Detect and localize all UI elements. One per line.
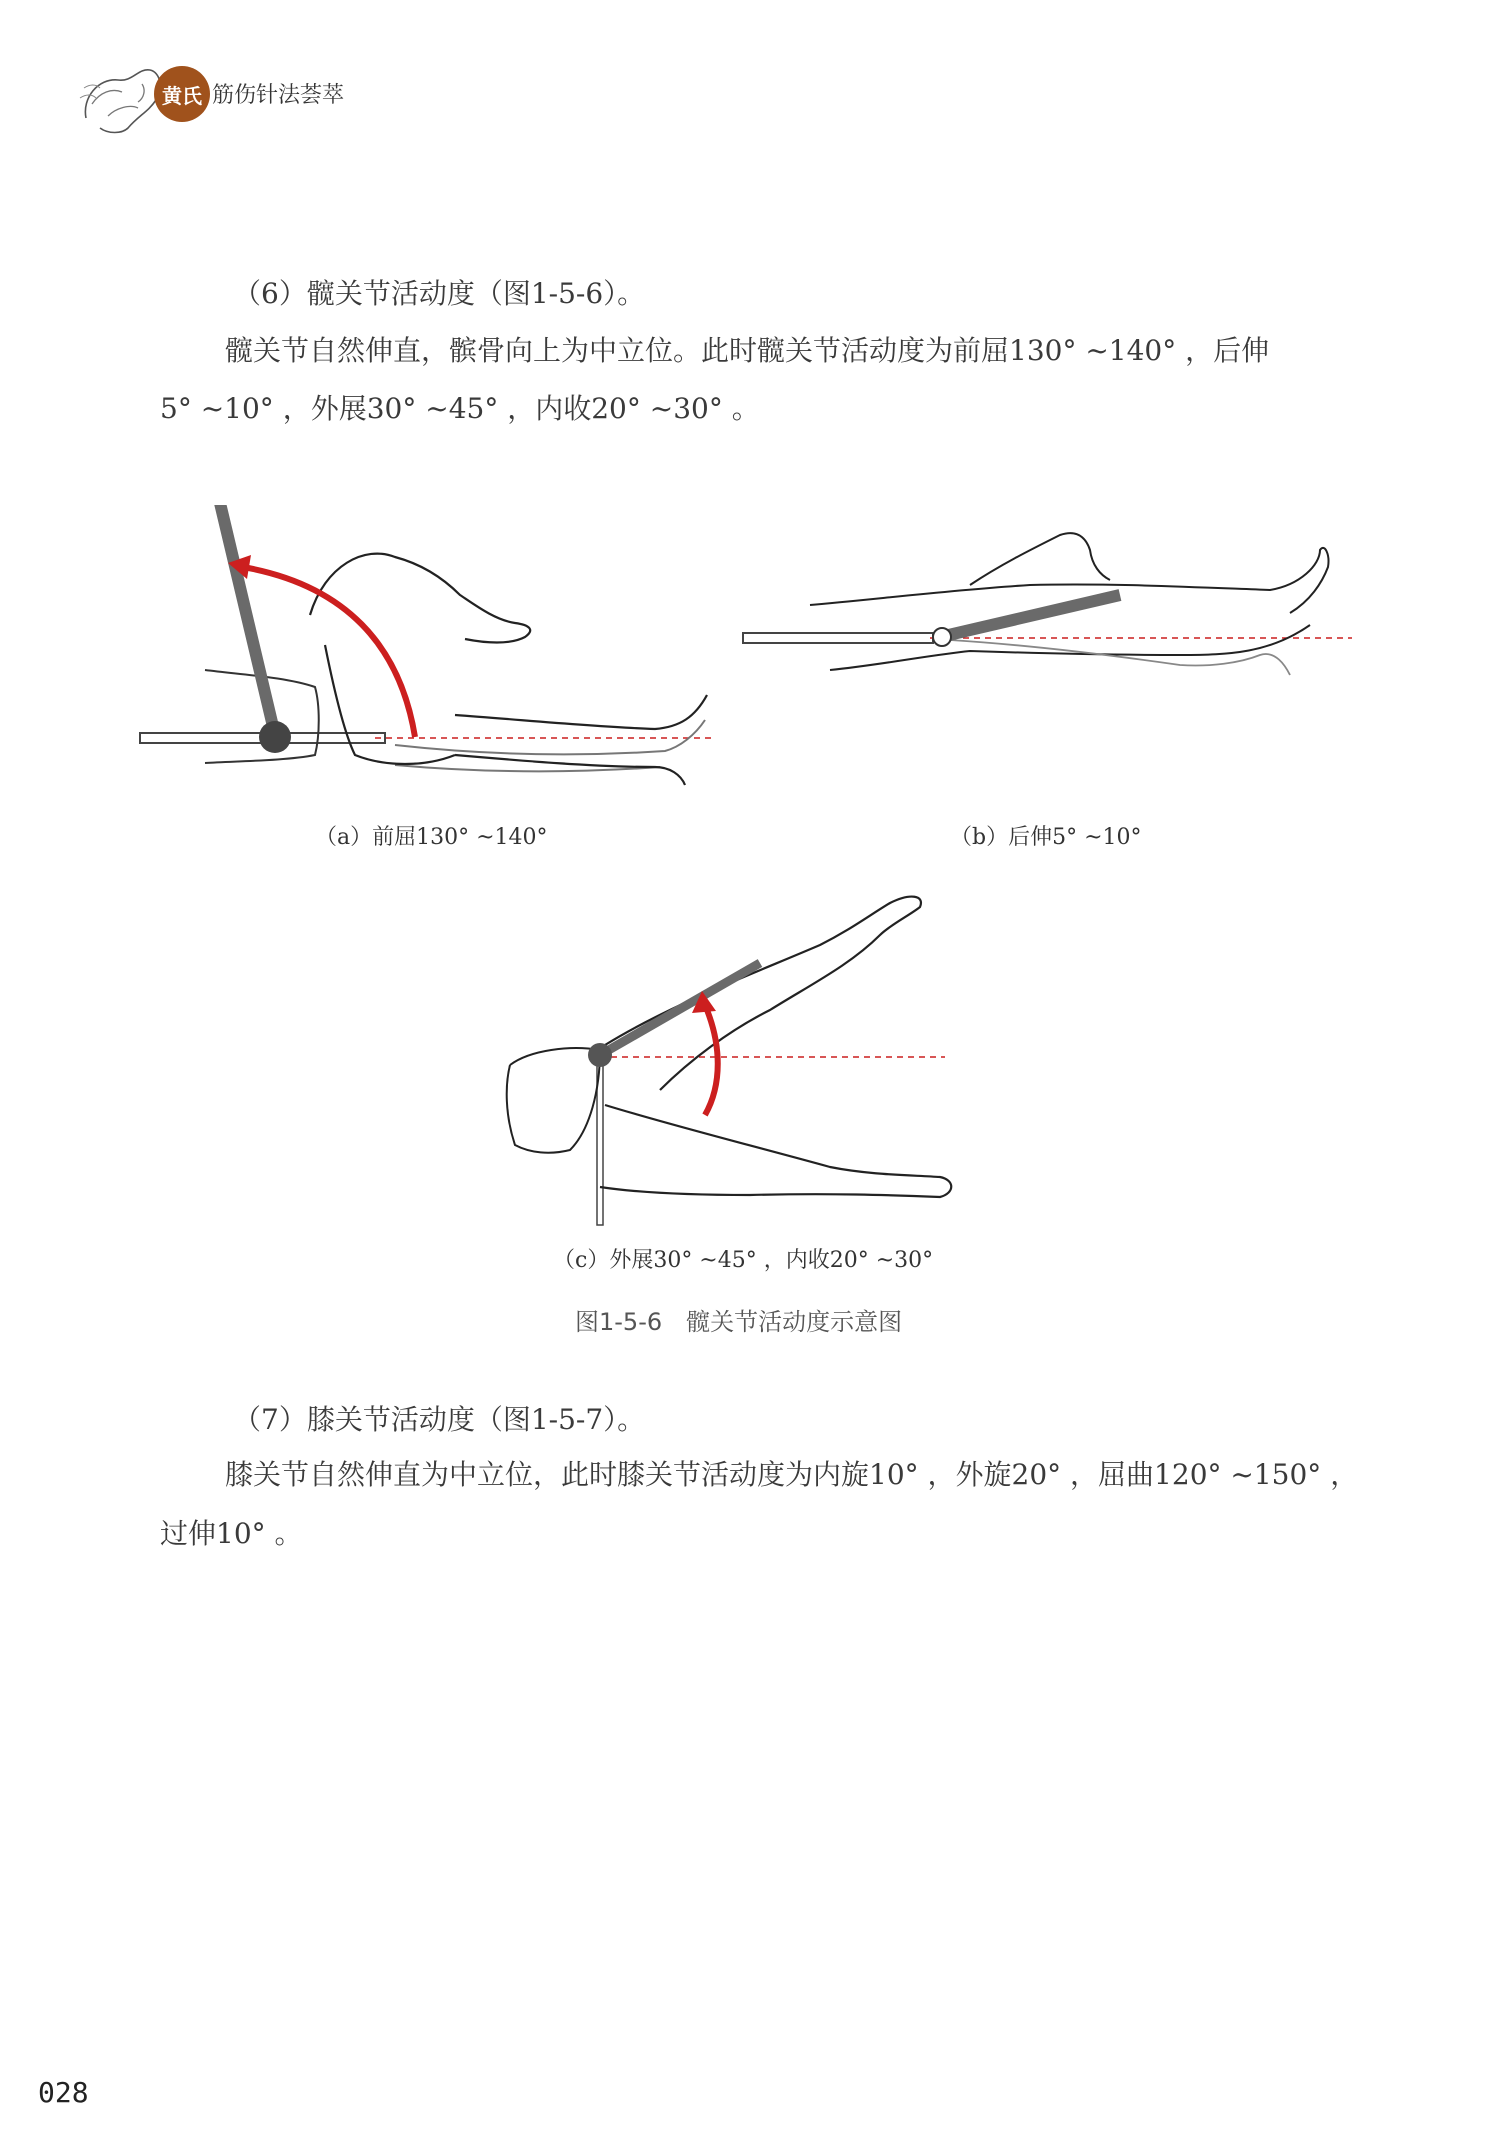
figure-caption-b: （b）后伸5° ~10° <box>950 825 1142 850</box>
figure-caption-c: （c）外展30° ~45° ，内收20° ~30° <box>553 1248 934 1273</box>
paragraph-line: 髋关节自然伸直，髌骨向上为中立位。此时髋关节活动度为前屈130° ~140° ，后伸 <box>225 334 1270 367</box>
hip-abduction-illustration <box>490 875 1010 1235</box>
page-number: 028 <box>38 2076 89 2109</box>
section-heading: （7）膝关节活动度（图1-5-7）。 <box>233 1403 646 1436</box>
hip-extension-illustration <box>730 505 1370 725</box>
figure-caption-a: （a）前屈130° ~140° <box>315 825 548 850</box>
section-heading: （6）髋关节活动度（图1-5-6）。 <box>233 277 646 310</box>
paragraph-line: 5° ~10° ，外展30° ~45° ，内收20° ~30° 。 <box>160 392 760 425</box>
figure-title: 图1-5-6 髋关节活动度示意图 <box>575 1308 903 1336</box>
paragraph-line: 过伸10° 。 <box>160 1517 303 1550</box>
page-header <box>78 58 408 138</box>
hip-flexion-illustration <box>125 505 745 825</box>
book-title: 筋伤针法荟萃 <box>212 83 345 108</box>
brand-badge: 黄氏 <box>154 66 210 122</box>
paragraph-line: 膝关节自然伸直为中立位，此时膝关节活动度为内旋10° ，外旋20° ，屈曲120° ~150° ， <box>225 1458 1359 1491</box>
